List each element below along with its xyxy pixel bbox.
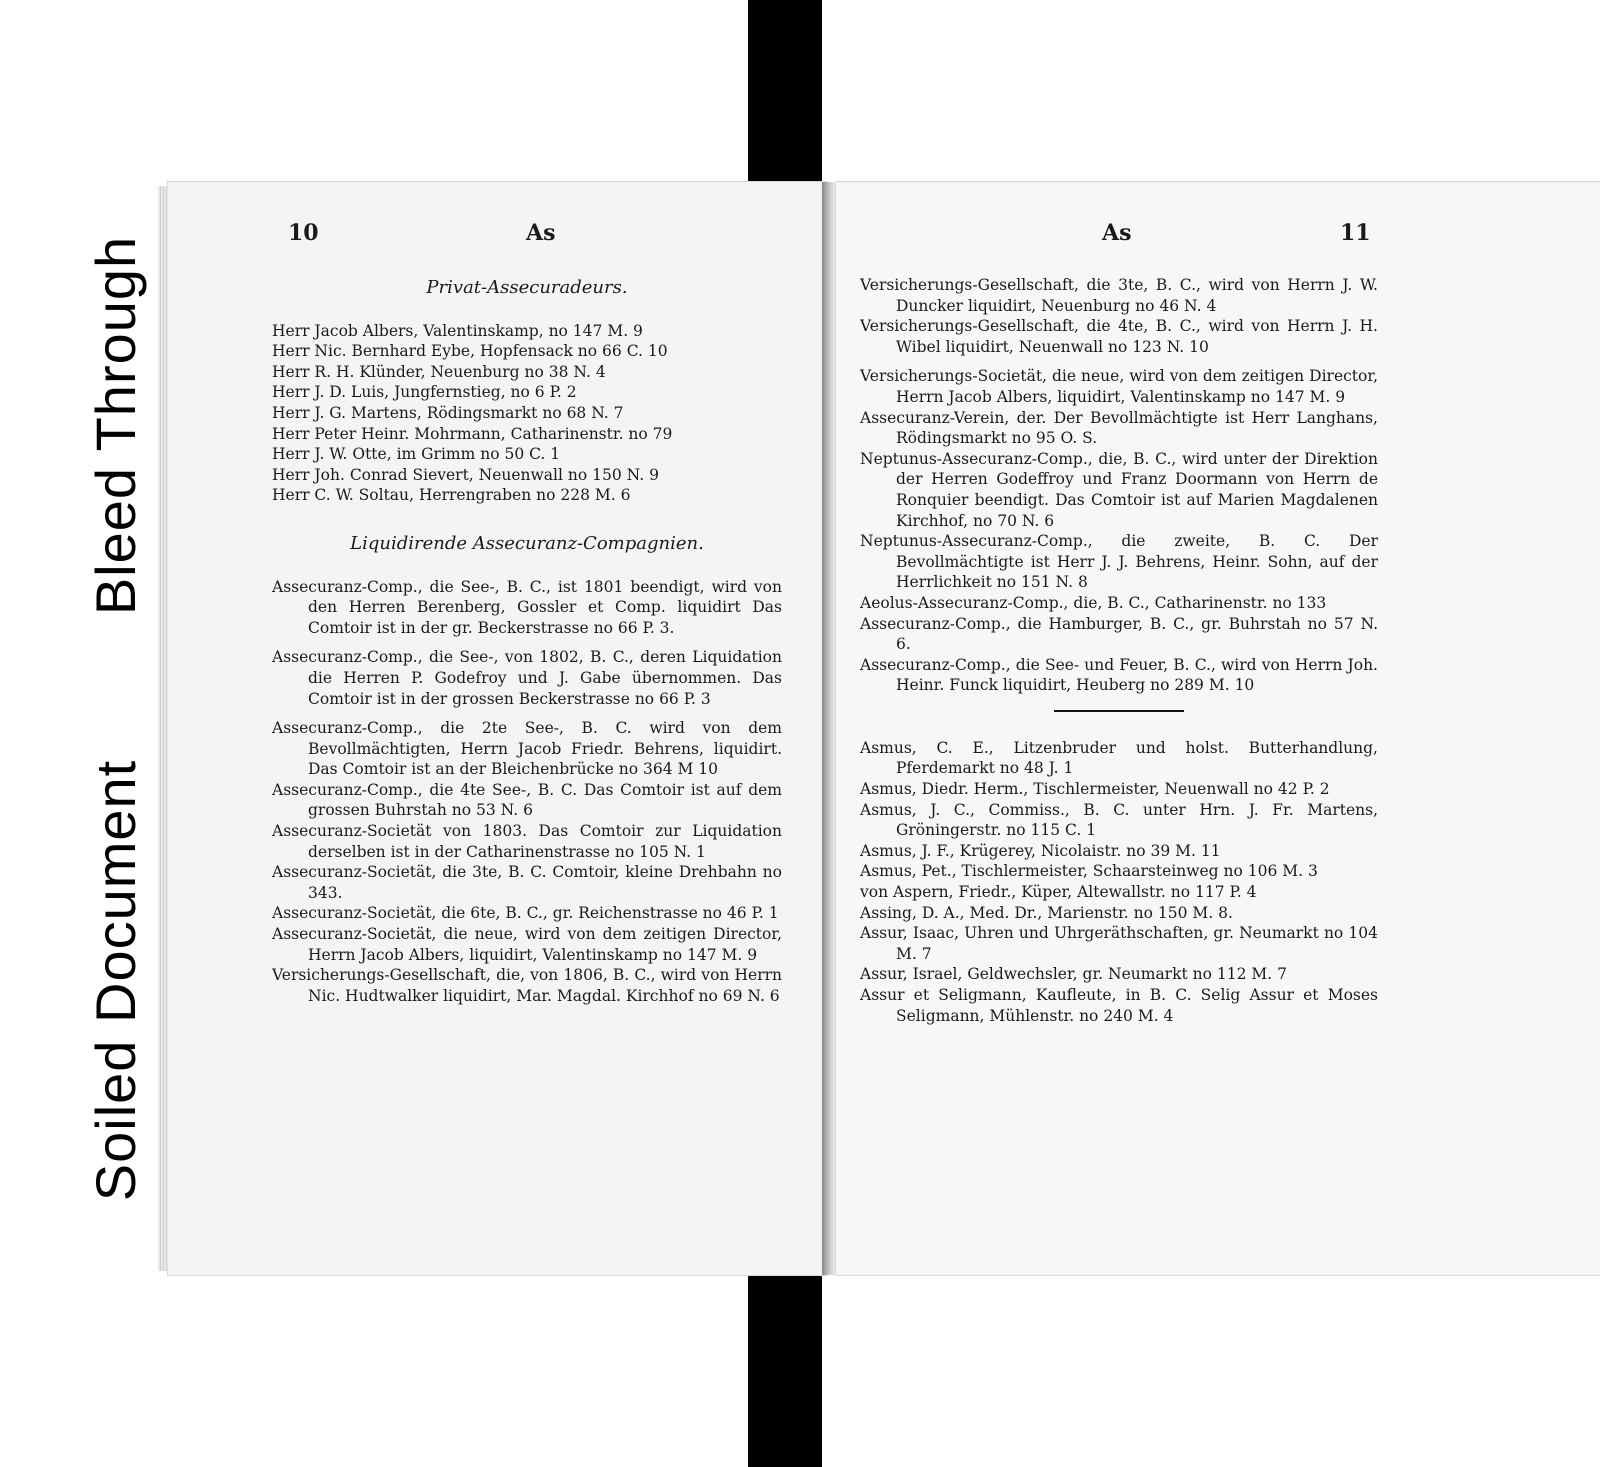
list-item: Herr C. W. Soltau, Herrengraben no 228 M. 6 xyxy=(272,486,631,505)
list-item: Assur et Seligmann, Kaufleute, in B. C. Selig Assur et Moses Seligmann, Mühlenstr. no 240 M. 4 xyxy=(860,986,1378,1025)
list-item: Neptunus-Assecuranz-Comp., die, B. C., wird unter der Direktion der Herren Godeffroy und Franz Doormann von Herrn de Ronquier beendigt. Das Comtoir ist auf Marien Magdalenen Kirchhof, no 70 N. 6 xyxy=(860,449,1378,530)
list-item: Assecuranz-Comp., die See-, B. C., ist 1801 beendigt, wird von den Herren Berenberg, Gossler et Comp. liquidirt Das Comtoir ist in der gr. Beckerstrasse no 66 P. 3. xyxy=(272,577,782,637)
list-item: Asmus, Diedr. Herm., Tischlermeister, Neuenwall no 42 P. 2 xyxy=(860,780,1330,799)
list-item: Assecuranz-Comp., die 2te See-, B. C. wird von dem Bevollmächtigten, Herrn Jacob Friedr. Behrens, liquidirt. Das Comtoir ist an der Bleichenbrücke no 364 M 10 xyxy=(272,719,782,779)
list-item: Assecuranz-Societät von 1803. Das Comtoir zur Liquidation derselben ist in der Catharinenstrasse no 105 N. 1 xyxy=(272,822,782,861)
list-item: Versicherungs-Gesellschaft, die, von 1806, B. C., wird von Herrn Nic. Hudtwalker liquidirt, Mar. Magdal. Kirchhof no 69 N. 6 xyxy=(272,966,782,1005)
list-item: Asmus, J. F., Krügerey, Nicolaistr. no 39 M. 11 xyxy=(860,841,1221,860)
list-item: Neptunus-Assecuranz-Comp., die zweite, B. C. Der Bevollmächtigte ist Herr J. J. Behrens, Heinr. Sohn, auf der Herrlichkeit no 151 N. 8 xyxy=(860,532,1378,592)
right-text-column xyxy=(860,275,1378,1026)
left-page-number: 10 xyxy=(288,220,319,246)
spine-black-bar-bottom xyxy=(748,1270,822,1467)
list-item: Assing, D. A., Med. Dr., Marienstr. no 150 M. 8. xyxy=(860,903,1233,922)
left-running-head: As xyxy=(526,220,556,246)
list-item: Herr J. D. Luis, Jungfernstieg, no 6 P. 2 xyxy=(272,383,577,402)
list-item: von Aspern, Friedr., Küper, Altewallstr. no 117 P. 4 xyxy=(860,883,1257,902)
list-item: Assecuranz-Societät, die neue, wird von dem zeitigen Director, Herrn Jacob Albers, liquidirt, Valentinskamp no 147 M. 9 xyxy=(272,925,782,964)
herr-list xyxy=(272,321,782,506)
list-item: Herr J. W. Otte, im Grimm no 50 C. 1 xyxy=(272,445,561,464)
list-item: Assecuranz-Societät, die 6te, B. C., gr. Reichenstrasse no 46 P. 1 xyxy=(272,904,779,923)
section-title-privat-assecuradeurs: Privat-Assecuradeurs. xyxy=(426,277,628,298)
list-item: Herr Peter Heinr. Mohrmann, Catharinenstr. no 79 xyxy=(272,424,673,443)
list-item: Assur, Isaac, Uhren und Uhrgeräthschaften, gr. Neumarkt no 104 M. 7 xyxy=(860,924,1378,963)
list-item: Herr J. G. Martens, Rödingsmarkt no 68 N. 7 xyxy=(272,403,624,422)
list-item: Versicherungs-Societät, die neue, wird von dem zeitigen Director, Herrn Jacob Albers, liquidirt, Valentinskamp no 147 M. 9 xyxy=(860,367,1378,406)
list-item: Assecuranz-Comp., die Hamburger, B. C., gr. Buhrstah no 57 N. 6. xyxy=(860,614,1378,654)
list-item: Asmus, Pet., Tischlermeister, Schaarsteinweg no 106 M. 3 xyxy=(860,862,1318,881)
right-page-number: 11 xyxy=(1340,220,1371,246)
list-item: Asmus, C. E., Litzenbruder und holst. Butterhandlung, Pferdemarkt no 48 J. 1 xyxy=(860,738,1378,778)
list-item: Assecuranz-Comp., die See- und Feuer, B. C., wird von Herrn Joh. Heinr. Funck liquidirt, Heuberg no 289 M. 10 xyxy=(860,655,1378,695)
list-item: Herr Joh. Conrad Sievert, Neuenwall no 150 N. 9 xyxy=(272,465,659,484)
list-item: Assecuranz-Verein, der. Der Bevollmächtigte ist Herr Langhans, Rödingsmarkt no 95 O. S. xyxy=(860,408,1378,448)
list-item: Assecuranz-Comp., die 4te See-, B. C. Das Comtoir ist auf dem grossen Buhrstah no 53 N. 6 xyxy=(272,780,782,820)
list-item: Herr Jacob Albers, Valentinskamp, no 147 M. 9 xyxy=(272,321,643,340)
left-text-column xyxy=(272,276,782,1006)
bleed-through-label: Bleed Through xyxy=(52,200,180,650)
right-running-head: As xyxy=(1102,220,1132,246)
list-item: Versicherungs-Gesellschaft, die 4te, B. C., wird von Herrn J. H. Wibel liquidirt, Neuenwall no 123 N. 10 xyxy=(860,317,1378,356)
book-gutter xyxy=(822,182,836,1275)
list-item: Herr R. H. Klünder, Neuenburg no 38 N. 4 xyxy=(272,362,606,381)
list-item: Herr Nic. Bernhard Eybe, Hopfensack no 66 C. 10 xyxy=(272,342,668,361)
soiled-document-label: Soiled Document xyxy=(52,720,180,1240)
list-item: Assecuranz-Societät, die 3te, B. C. Comtoir, kleine Drehbahn no 343. xyxy=(272,863,782,902)
section-divider xyxy=(1054,710,1184,712)
section-title-liquidirende: Liquidirende Assecuranz-Compagnien. xyxy=(350,532,704,554)
list-item: Versicherungs-Gesellschaft, die 3te, B. C., wird von Herrn J. W. Duncker liquidirt, Neuenburg no 46 N. 4 xyxy=(860,276,1378,315)
list-item: Assur, Israel, Geldwechsler, gr. Neumarkt no 112 M. 7 xyxy=(860,965,1287,984)
list-item: Asmus, J. C., Commiss., B. C. unter Hrn. J. Fr. Martens, Gröningerstr. no 115 C. 1 xyxy=(860,800,1378,840)
list-item: Aeolus-Assecuranz-Comp., die, B. C., Catharinenstr. no 133 xyxy=(860,593,1327,612)
spine-black-bar-top xyxy=(748,0,822,190)
list-item: Assecuranz-Comp., die See-, von 1802, B. C., deren Liquidation die Herren P. Godefroy und J. Gabe übernommen. Das Comtoir ist in der grossen Beckerstrasse no 66 P. 3 xyxy=(272,648,782,708)
